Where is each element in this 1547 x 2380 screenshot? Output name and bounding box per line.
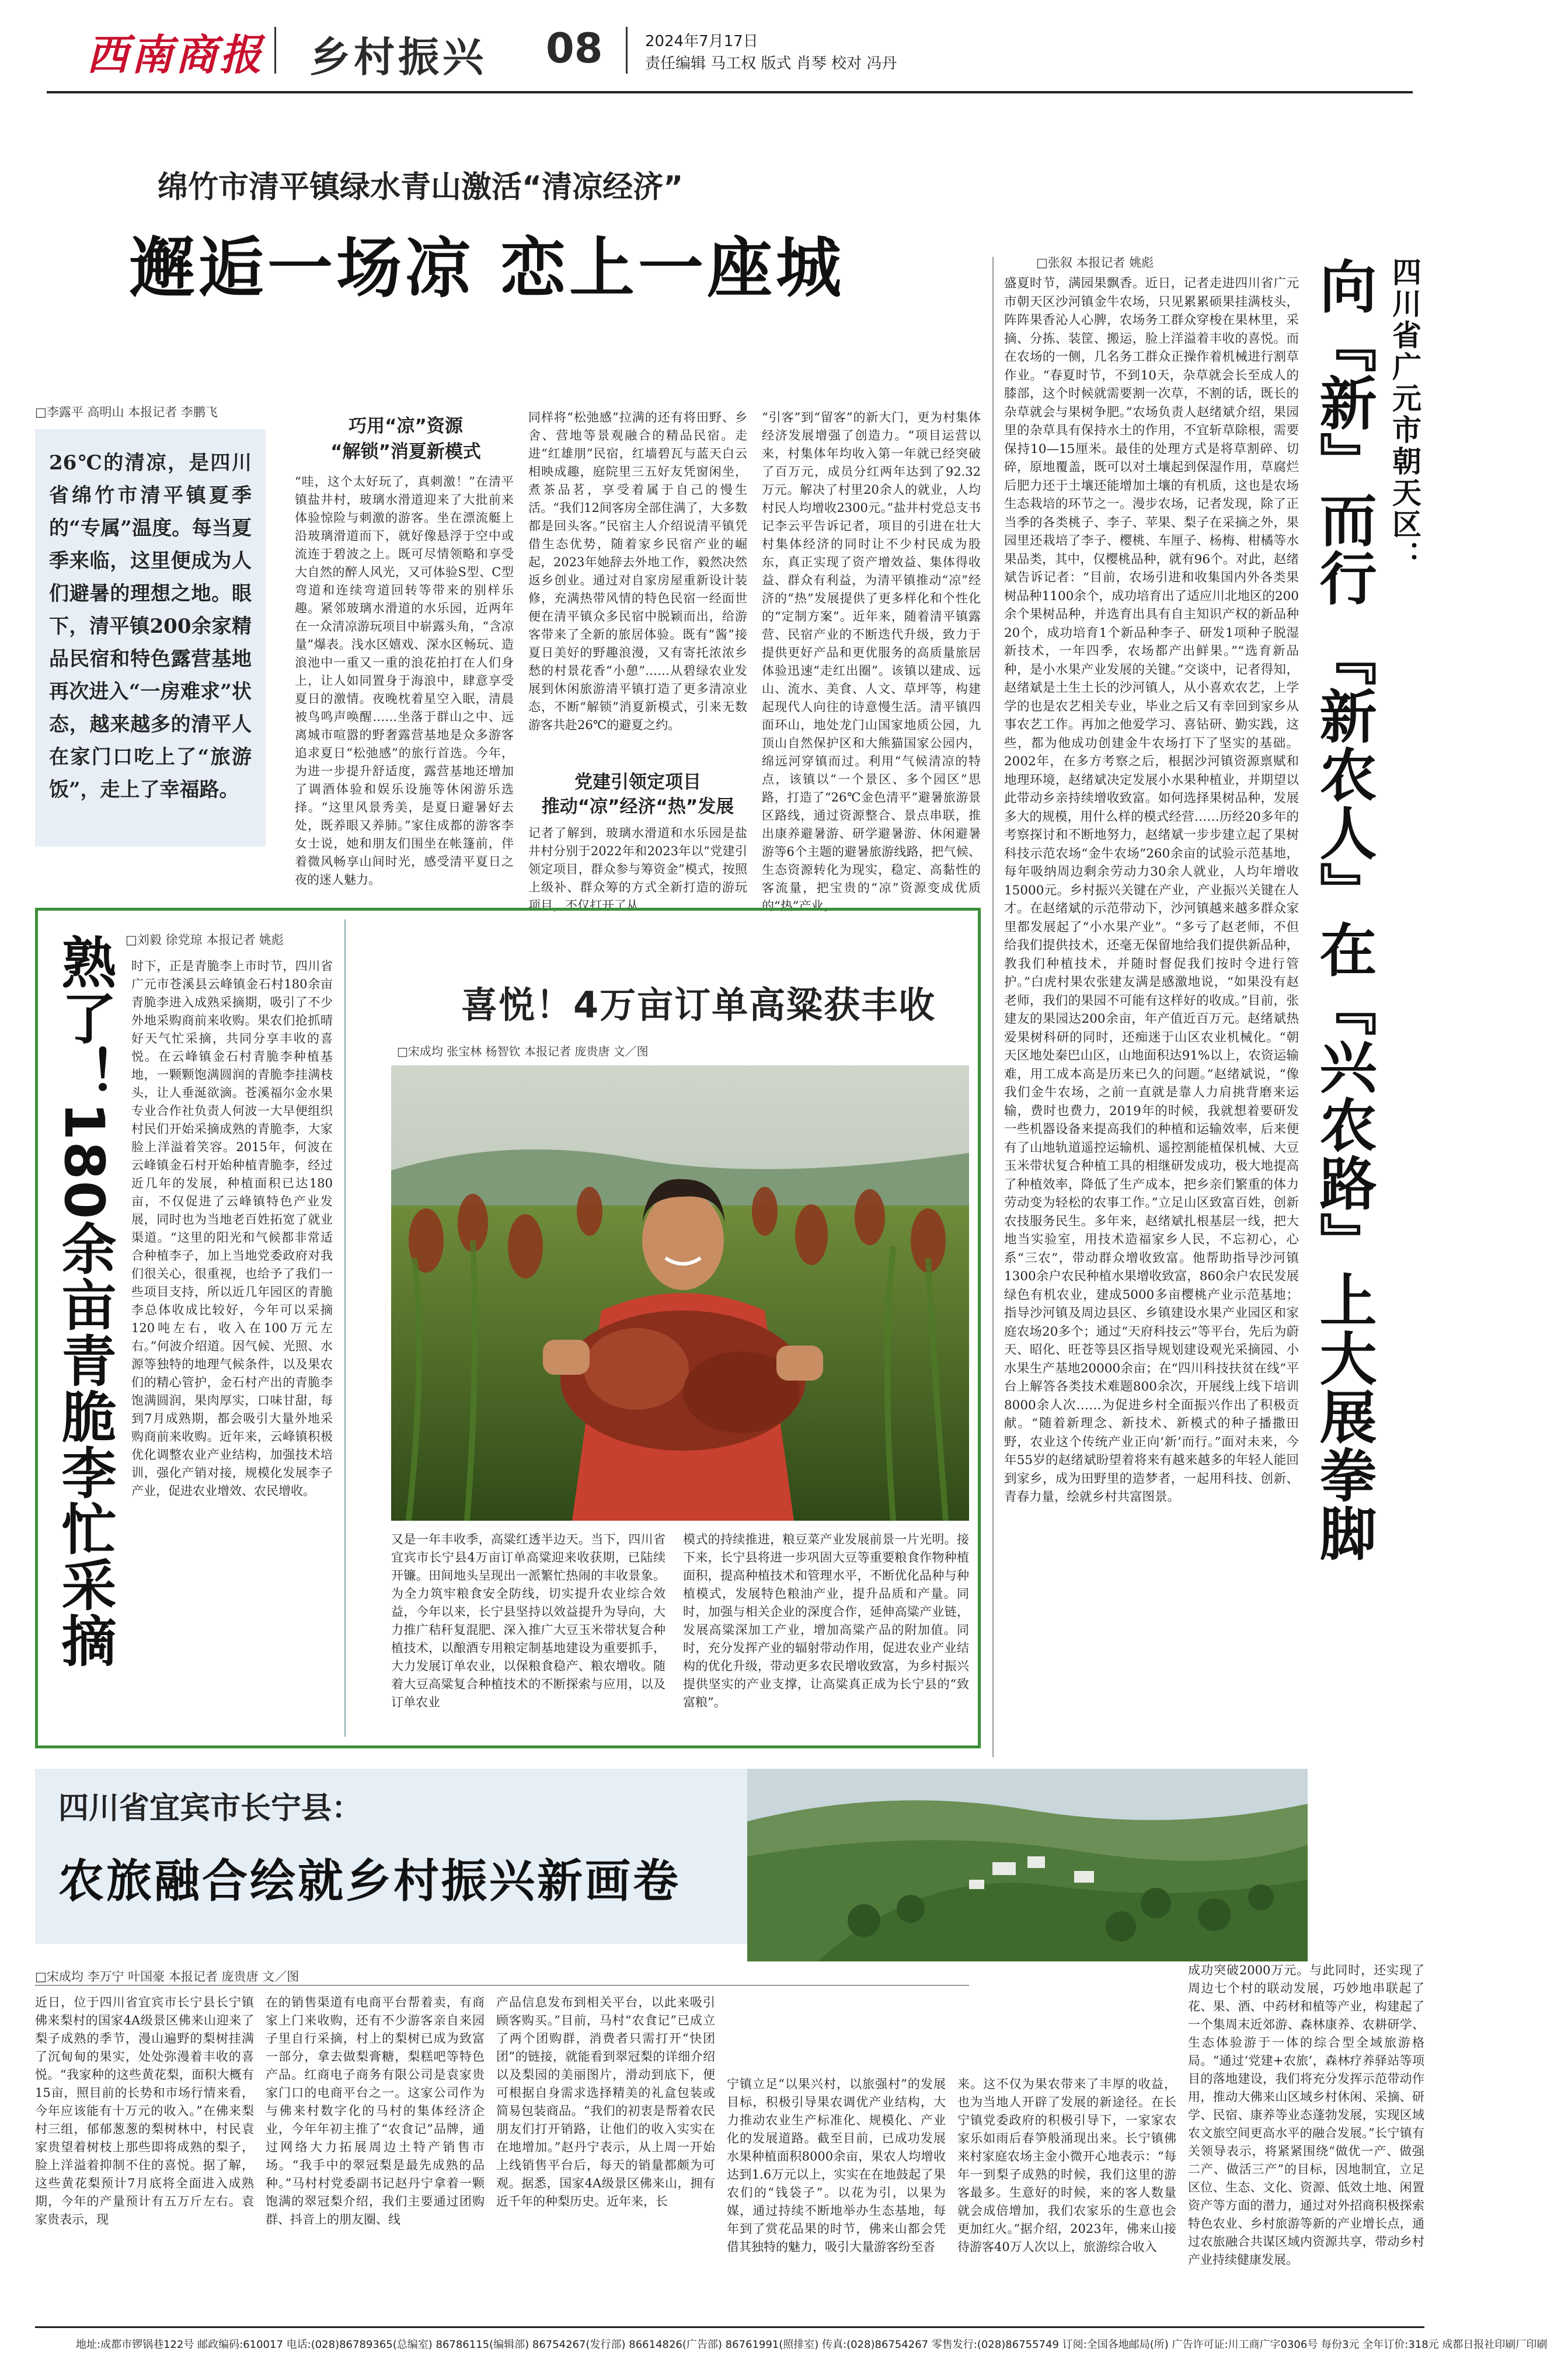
- story4-photo-credit: □宋成均 张宝林 杨智钦 本报记者 庞贵唐 文／图: [397, 1044, 649, 1058]
- masthead-divider-2: [626, 27, 628, 74]
- story2-headline: 向『新』而行 『新农人』在『兴农路』上大展拳脚: [1310, 257, 1377, 1563]
- orchard-photo-art: [747, 1769, 1308, 1961]
- section-title: 乡村振兴: [309, 33, 487, 81]
- story1-intro: 26℃的清凉，是四川省绵竹市清平镇夏季的“专属”温度。每当夏季来临，这里便成为人们避暑的理想之地。眼下，清平镇200余家精品民宿和特色露营基地再次进入“一房难求”状态，越来越多的清平人在家门口吃上了“旅游饭”，走上了幸福路。: [49, 451, 252, 802]
- story3-body: 时下，正是青脆李上市时节，四川省广元市苍溪县云峰镇金石村180余亩青脆李进入成熟采摘期，吸引了不少外地采购商前来收购。果农们抢抓晴好天气忙采摘，共同分享丰收的喜悦。在云峰镇金石村青脆李种植基地，一颗颗饱满圆润的青脆李挂满枝头，让人垂涎欲滴。苍溪福尔金水果专业合作社负责人何波一大早便组织村民们开始采摘成熟的青脆李，大家脸上洋溢着笑容。2015年，何波在云峰镇金石村开始种植青脆李，经过近几年的发展，种植面积已达180亩，不仅促进了云峰镇特色产业发展，同时也为当地老百姓拓宽了就业渠道。“这里的阳光和气候都非常适合种植李子，加上当地党委政府对我们很关心，很重视，也给予了我们一些项目支持，所以近几年园区的青脆李总体收成比较好，今年可以采摘120吨左右，收入在100万元左右。”何波介绍道。因气候、光照、水源等独特的地理气候条件，以及果农们的精心管护，金石村产出的青脆李饱满圆润，果肉厚实，口味甘甜，每到7月成熟期，都会吸引大量外地采购商前来收购。近年来，云峰镇积极优化调整农业产业结构，加强技术培训，强化产销对接，规模化发展李子产业，促进农业增效、农民增收。: [131, 959, 333, 1498]
- story1-column3: “引客”到“留客”的新大门，更为村集体经济发展增强了创造力。“项目运营以来，村集体年均收入第一年就已经突破了百万元，成员分红两年达到了92.32万元。解决了村里20余人的就业，人均村民人均增收2300元。”盐井村党总支书记李云平告诉记者，项目的引进在壮大村集体经济的同时让不少村民成为股东，真正实现了资产增效益、集体得收益、群众有利益，为清平镇推动“凉”经济的“热”发展提供了更多样化和个性化的“定制方案”。近年来，随着清平镇露营、民宿产业的不断迭代升级，致力于提供更好产品和更优服务的高质量旅居体验迅速“走红出圈”。该镇以建成、远山、流水、美食、人文、草坪等，构建起现代人向往的诗意慢生活。清平镇四面环山，地处龙门山国家地质公园，九顶山自然保护区和大熊猫国家公园内，绵远河穿镇而过。利用“气候清凉的特点，该镇以“一个景区、多个园区”思路，打造了“26℃金色清平”避暑旅游景区路线，通过资源整合、景点串联，推出康养避暑游、研学避暑游、休闲避暑游等6个主题的避暑旅游线路，把气候、生态资源转化为现实，稳定、高黏性的客流量，把宝贵的“凉”资源变成优质的“热”产业。: [762, 410, 981, 913]
- pear-orchard-photo: [747, 1769, 1308, 1961]
- story1-column2b: 记者了解到，玻璃水滑道和水乐园是盐井村分别于2022年和2023年以“党建引领定项目，群众参与筹资金”模式，按照上级补、群众筹的方式全新打造的游玩项目，不仅打开了从: [528, 826, 747, 912]
- masthead-rule: [47, 91, 1413, 93]
- story3-byline: □刘毅 徐党琼 本报记者 姚彪: [126, 933, 284, 947]
- newspaper-logo: 西南商报: [86, 30, 264, 79]
- story1-subhead2-line1: 党建引领定项目: [574, 772, 701, 793]
- story5-rule: [35, 1985, 969, 1986]
- masthead-divider: [274, 27, 276, 74]
- story3-divider: [344, 919, 346, 1737]
- sorghum-photo-art: [391, 1065, 969, 1521]
- sorghum-harvest-photo: [391, 1065, 969, 1521]
- story1-subhead1-line1: 巧用“凉”资源: [349, 416, 463, 437]
- story1-kicker: 绵竹市清平镇绿水青山激活“清凉经济”: [158, 170, 684, 205]
- story1-subhead2-line2: 推动“凉”经济“热”发展: [541, 796, 734, 817]
- issue-date: 2024年7月17日: [645, 33, 758, 50]
- story5-headline: 农旅融合绘就乡村振兴新画卷: [58, 1855, 681, 1908]
- story5-column2: 在的销售渠道有电商平台帮着卖，有商家上门来收购，还有不少游客亲自来园子里自行采摘，村上的梨树已成为致富一部分，拿去做梨膏糖，梨糕吧等特色产品。红商电子商务有限公司是袁家贵家门口的电商平台之一。这家公司作为与佛来村数字化的马村的集体经济企业，今年年初主推了“农食记”品牌，通过网络大力拓展周边土特产销售市场。“我手中的翠冠梨是最先成熟的品种。”马村村党委副书记赵丹宁拿着一颗饱满的翠冠梨介绍，我们主要通过团购群、抖音上的朋友圈、线: [266, 1995, 485, 2226]
- story5-kicker: 四川省宜宾市长宁县：: [58, 1791, 363, 1826]
- masthead: [0, 0, 1459, 93]
- story1-column2: 同样将“松弛感”拉满的还有将田野、乡舍、营地等景观融合的精品民宿。走进“红雄朋”民宿，红墙碧瓦与蓝天白云相映成趣，庭院里三五好友凭窗闲坐，煮茶品茗，享受着属于自己的慢生活。“我们12间客房全部住满了，大多数都是回头客。”民宿主人介绍说清平镇凭借生态优势，随着家乡民宿产业的崛起，2023年她辞去外地工作，毅然决然返乡创业。通过对自家房屋重新设计装修，充满热带风情的特色民宿一经面世便在清平镇众多民宿中脱颖而出，给游客带来了全新的旅居体验。既有“酱”接夏日美好的野趣浪漫，又有寄托浓浓乡愁的村景花香“小憩”……从碧绿农业发展到休闲旅游清平镇打造了更多清凉业态，不断“解锁”消夏新模式，引来无数游客共赴26℃的避夏之约。: [528, 410, 747, 732]
- editor-credits: 责任编辑 马工权 版式 肖琴 校对 冯丹: [645, 55, 897, 72]
- story5-column6: 成功突破2000万元。与此同时，还实现了周边七个村的联动发展，巧妙地串联起了花、果、酒、中药材和植等产业，构建起了一个集周末近郊游、森林康养、农耕研学、生态体验游于一体的综合型全域旅游格局。“通过‘党建+农旅’，森林疗养驿站等项目的落地建设，我们将充分发挥示范带动作用，推动大佛来山区域乡村休闲、采摘、研学、民宿、康养等业态蓬勃发展，实现区域农文旅空间更高水平的融合发展。”长宁镇有关领导表示，将紧紧围绕“做优一产、做强二产、做活三产”的目标，因地制宜，立足区位、生态、文化、资源、低效土地、闲置资产等方面的潜力，通过对外招商积极探索特色农业、乡村旅游等新的产业增长点，通过农旅融合共谋区域内资源共享，带动乡村产业持续健康发展。: [1188, 1963, 1424, 2267]
- story1-headline: 邂逅一场凉 恋上一座城: [130, 231, 845, 306]
- story2-divider: [992, 257, 994, 1757]
- story1-byline: □李露平 高明山 本报记者 李鹏飞: [35, 405, 218, 419]
- story4-headline: 喜悦！4万亩订单高粱获丰收: [461, 984, 936, 1026]
- story2-byline: □张叙 本报记者 姚彪: [1036, 256, 1154, 270]
- story5-column5: 来。这不仅为果农带来了丰厚的收益，也为当地人开辟了发展的新途径。在长宁镇党委政府的积极引导下，一家家农家乐如雨后春笋般涌现出来。长宁镇佛来村家庭农场主金小微开心地表示：“每年一到梨子成熟的时候，我们这里的游客最多。生意好的时候，来的客人数量就会成倍增加，我们农家乐的生意也会更加红火。”据介绍，2023年，佛来山接待游客40万人次以上，旅游综合收入: [957, 2077, 1176, 2254]
- footer-info: 地址:成都市锣锅巷122号 邮政编码:610017 电话:(028)86789365(总编室) 86786115(编辑部) 86754267(发行部) 86614826(广告部) 86761991(照排室) 传真:(028)86754267 零售发行:(028)86755749 订阅:全国各地邮局(所) 广告许可证:川工商广字0306号 每份3元 全年订价:318元 成都日报社印刷厂印刷: [76, 2339, 1547, 2351]
- story2-body: 盛夏时节，满园果飘香。近日，记者走进四川省广元市朝天区沙河镇金牛农场，只见累累硕果挂满枝头，阵阵果香沁人心脾，农场务工群众穿梭在果林里，采摘、分拣、装筐、搬运，脸上洋溢着丰收的喜悦。而在农场的一侧，几名务工群众正操作着机械进行割草作业。“春夏时节，不到10天，杂草就会长至成人的膝部，这个时候就需要割一次草，不割的话，既长的杂草就会与果树争肥。”农场负责人赵绪斌介绍，果园里的杂草具有保持水土的作用，不宜斩草除根，需要保持10—15厘米。最佳的处理方式是将草割碎、切碎，原地覆盖，既可以对土壤起到保湿作用，草腐烂后肥力还于土壤还能增加土壤的有机质，这也是农场生态栽培的环节之一。漫步农场，记者发现，除了正当季的各类桃子、李子、苹果、梨子在采摘之外，果园里还栽培了李子、樱桃、车厘子、杨梅、柑橘等水果品类，其中，仅樱桃品种，就有96个。对此，赵绪斌告诉记者：“目前，农场引进和收集国内外各类果树品种1100余个，成功培育出了适应川北地区的200余个果树品种，并选育出具有自主知识产权的新品种20个，成功培育1个新品种李子、研发1项种子脱湿新技术，一年四季，农场都产出鲜果。”“选育新品种，是小水果产业发展的关键。”交谈中，记者得知，赵绪斌是土生土长的沙河镇人，从小喜欢农艺，上学学的也是农艺相关专业，毕业之后又有幸回到家乡从事农艺工作。再加之他爱学习、喜钻研、勤实践，这些，都为他成功创建金牛农场打下了坚实的基础。2002年，在多方考察之后，根据沙河镇资源禀赋和地理环境，赵绪斌决定发展小水果种植业，并期望以此带动乡亲持续增收致富。如何选择果树品种，发展多大的规模，用什么样的模式经营……历经20多年的考察探讨和不断地努力，赵绪斌一步步建立起了果树科技示范农场“金牛农场”260余亩的试验示范基地，每年吸纳周边剩余劳动力30余人就业，人均年增收15000元。乡村振兴关键在产业，产业振兴关键在人才。在赵绪斌的示范带动下，沙河镇越来越多群众家里都发展起了“小水果产业”。“多亏了赵老师，不但给我们提供技术，还毫无保留地给我们提供新品种，教我们种植技术，并随时督促我们按时令进行管护。”白虎村果农张建友满是感激地说，“如果没有赵老师，我们的果园不可能有这样好的收成。”目前，张建友的果园达200余亩，年产值近百万元。赵绪斌热爱果树科研的同时，还痴迷于山区农业机械化。“朝天区地处秦巴山区，山地面积达91%以上，农资运输难，用工成本高是历来已久的问题。”赵绪斌说，“像我们金牛农场，之前一直就是靠人力肩挑背磨来运输，费时也费力，2019年的时候，我就想着要研发一些机器设备来提高我们的种植和运输效率，后来便有了山地轨道遥控运输机、遥控割能植保机械、大豆玉米带状复合种植工具的相继研发成功，极大地提高了种植效率，降低了生产成本，把乡亲们繁重的体力劳动变为轻松的农事工作。”立足山区致富百姓，创新农技服务民生。多年来，赵绪斌扎根基层一线，把大地当实验室，用技术造福家乡人民，不忘初心，心系“三农”，带动群众增收致富。他帮助指导沙河镇1300余户农民种植水果增收致富，860余户农民发展绿色有机农业，建成5000多亩樱桃产业示范基地；指导沙河镇及周边县区、乡镇建设水果产业园区和家庭农场20多个；通过“天府科技云”等平台，先后为蔚天、昭化、旺苍等县区指导规划建设观光采摘园、小水果生产基地20000余亩；在“四川科技扶贫在线”平台上解答各类技术难题800余次，开展线上线下培训8000余人次……为促进乡村全面振兴作出了积极贡献。“随着新理念、新技术、新模式的种子播撒田野，农业这个传统产业正向‘新’而行。”面对未来，今年55岁的赵绪斌盼望着将来有越来越多的年轻人能回到家乡，成为田野里的造梦者，一起用科技、创新、青春力量，绘就乡村共富图景。: [1004, 276, 1299, 1504]
- story5-column3: 产品信息发布到相关平台，以此来吸引顾客购买。”目前，马村“农食记”已成立了两个团购群，消费者只需打开“快团团”的链接，就能看到翠冠梨的详细介绍以及梨园的美丽图片，滑动到底下，便可根据自身需求选择精美的礼盒包装或简易包装商品。“我们的初衷是帮着农民朋友们打开销路，让他们的收入实实在在地增加。”赵丹宁表示，从上周一开始上线销售平台后，每天的销量都颇为可观。据悉，国家4A级景区佛来山，拥有近千年的种梨历史。近年来，长: [496, 1995, 715, 2208]
- story4-column1: 又是一年丰收季，高粱红透半边天。当下，四川省宜宾市长宁县4万亩订单高粱迎来收获期，已陆续开镰。田间地头呈现出一派繁忙热闹的丰收景象。为全力筑牢粮食安全防线，切实提升农业综合效益，今年以来，长宁县坚持以效益提升为导向，大力推广秸秆复混肥、深入推广大豆玉米带状复合种植技术，以酿酒专用粮定制基地建设为重要抓手，大力发展订单农业，以保粮食稳产、粮农增收。随着大豆高粱复合种植技术的不断探索与应用，以及订单农业: [391, 1532, 666, 1709]
- story5-column4: 宁镇立足“以果兴村，以旅强村”的发展目标，积极引导果农调优产业结构，大力推动农业生产标准化、规模化、产业化的发展道路。截至目前，已成功发展水果种植面积8000余亩，果农人均增收达到1.6万元以上，实实在在地鼓起了果农们的“钱袋子”。以花为引，以果为媒，通过持续不断地举办生态基地，每年到了赏花品果的时节，佛来山都会凭借其独特的魅力，吸引大量游客纷至沓: [727, 2077, 946, 2254]
- story1-subhead1-line2: “解锁”消夏新模式: [330, 441, 481, 462]
- story5-byline: □宋成均 李万宁 叶国豪 本报记者 庞贵唐 文／图: [35, 1970, 299, 1984]
- story4-column2: 模式的持续推进，粮豆菜产业发展前景一片光明。接下来，长宁县将进一步巩固大豆等重要粮食作物种植面积，提高种植技术和管理水平，不断优化品种与种植模式，发展特色粮油产业，提升品质和产量。同时，加强与相关企业的深度合作，延伸高粱产业链，发展高粱深加工产业，增加高粱产品的附加值。同时，充分发挥产业的辐射带动作用，促进农业产业结构的优化升级，带动更多农民增收致富，为乡村振兴提供坚实的产业支撑，让高粱真正成为长宁县的“致富粮”。: [683, 1532, 969, 1709]
- story3-headline: 熟了！180余亩青脆李忙采摘: [52, 934, 116, 1669]
- story1-column1: “哇，这个太好玩了，真刺激！”在清平镇盐井村，玻璃水滑道迎来了大批前来体验惊险与刺激的游客。坐在漂流艇上沿玻璃滑道而下，就好像悬浮于空中或流连于碧波之上。既可尽情领略和享受大自然的醉人风光，又可体验S型、C型弯道和连续弯道回转等带来的别样乐趣。紧邻玻璃水滑道的水乐园，近两年在一众清凉游玩项目中崭露头角，“含凉量”爆表。浅水区嬉戏、深水区畅玩、造浪池中一重又一重的浪花拍打在人们身上，让人如同置身于海浪中，肆意享受夏日的激情。夜晚枕着星空入眠，清晨被鸟鸣声唤醒……坐落于群山之中、远离城市喧嚣的野奢露营基地是众多游客追求夏日“松弛感”的旅行首选。今年，为进一步提升舒适度，露营基地还增加了调酒体验和娱乐设施等休闲游乐选择。“这里风景秀美，是夏日避暑好去处，既养眼又养肺。”家住成都的游客李女士说，她和朋友们围坐在帐篷前，伴着微风畅享山间时光，感受清平夏日之夜的迷人魅力。: [295, 475, 514, 887]
- story2-kicker: 四川省广元市朝天区：: [1388, 257, 1421, 572]
- story5-column1: 近日，位于四川省宜宾市长宁县长宁镇佛来梨村的国家4A级景区佛来山迎来了梨子成熟的季节，漫山遍野的梨树挂满了沉甸甸的果实，处处弥漫着丰收的喜悦。“我家种的这些黄花梨，面积大概有15亩，照目前的长势和市场行情来看，今年应该能有十万元的收入。”在佛来梨村三组，郁郁葱葱的梨树林中，村民袁家贵望着树枝上那些即将成熟的梨子，脸上洋溢着抑制不住的喜悦。据了解，这些黄花梨预计7月底将全面进入成熟期，今年的产量预计有五万斤左右。袁家贵表示，现: [35, 1995, 254, 2226]
- page-number: 08: [546, 25, 603, 72]
- story1-intro-box: [35, 429, 266, 846]
